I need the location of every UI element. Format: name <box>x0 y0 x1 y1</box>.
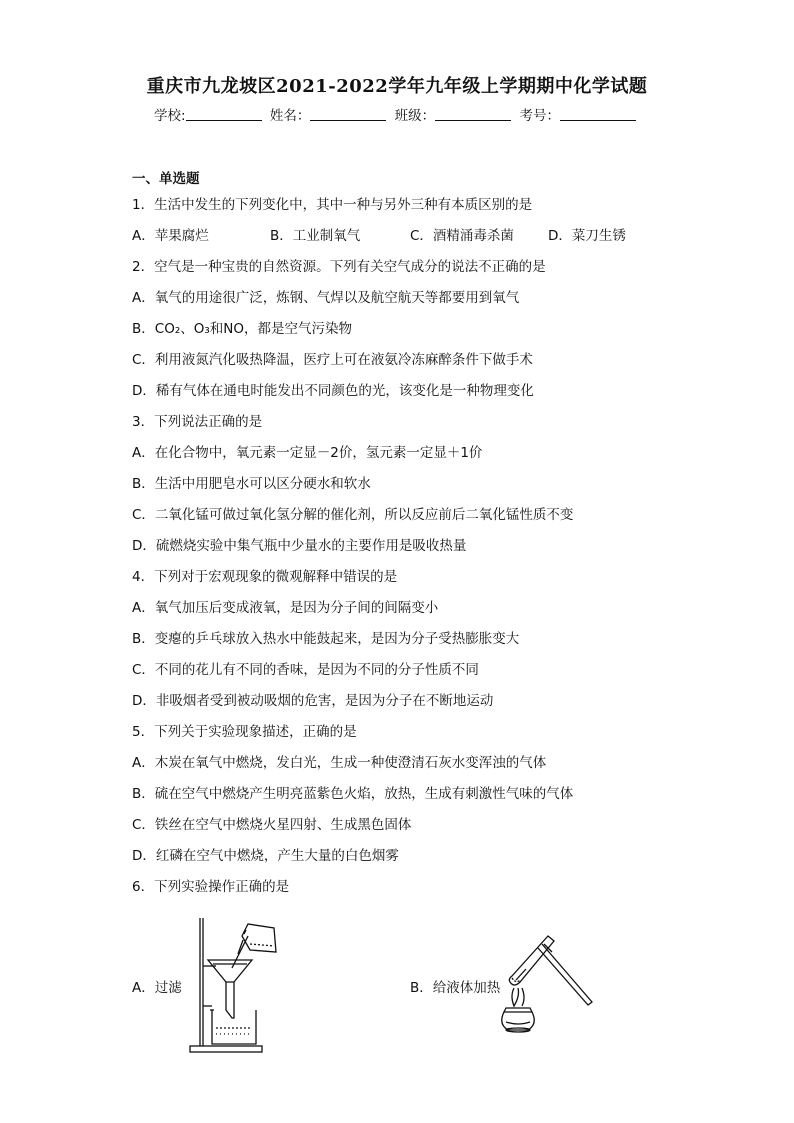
name-label: 姓名： <box>269 108 311 124</box>
question-1-option-d[interactable]: D．菜刀生锈 <box>548 228 626 244</box>
question-2-option-a[interactable]: A．氧气的用途很广泛，炼钢、气焊以及航空航天等都要用到氧气 <box>132 290 520 306</box>
question-5-option-a[interactable]: A．木炭在氧气中燃烧，发白光，生成一种使澄清石灰水变浑浊的气体 <box>132 755 547 771</box>
question-4-option-b[interactable]: B．变瘪的乒乓球放入热水中能鼓起来，是因为分子受热膨胀变大 <box>132 631 520 647</box>
question-2-option-d[interactable]: D．稀有气体在通电时能发出不同颜色的光，该变化是一种物理变化 <box>132 383 534 399</box>
class-label: 班级： <box>394 108 436 124</box>
question-6-option-a[interactable]: A．过滤 <box>132 980 182 996</box>
question-1-option-a[interactable]: A．苹果腐烂 <box>132 228 209 244</box>
question-1-option-c[interactable]: C．酒精涌毒杀菌 <box>410 228 514 244</box>
question-1-stem: 1．生活中发生的下列变化中，其中一种与另外三种有本质区别的是 <box>132 197 533 213</box>
question-6-stem: 6．下列实验操作正确的是 <box>132 879 290 895</box>
class-blank[interactable] <box>435 108 511 121</box>
question-3-option-b[interactable]: B．生活中用肥皂水可以区分硬水和软水 <box>132 476 371 492</box>
question-4-option-a[interactable]: A．氧气加压后变成液氧，是因为分子间的间隔变小 <box>132 600 439 616</box>
number-blank[interactable] <box>560 108 636 121</box>
question-6-option-b[interactable]: B．给液体加热 <box>410 980 501 996</box>
question-5-option-d[interactable]: D．红磷在空气中燃烧，产生大量的白色烟雾 <box>132 848 399 864</box>
student-info-line <box>0 104 794 124</box>
question-2-option-b[interactable]: B．CO₂、O₃和NO，都是空气污染物 <box>132 321 352 337</box>
question-2-option-c[interactable]: C．利用液氮汽化吸热降温，医疗上可在液氨冷冻麻醉条件下做手术 <box>132 352 533 368</box>
page-title: 重庆市九龙坡区2021-2022学年九年级上学期期中化学试题 <box>146 76 648 97</box>
question-3-option-c[interactable]: C．二氧化锰可做过氧化氢分解的催化剂，所以反应前后二氧化锰性质不变 <box>132 507 574 523</box>
question-3-option-a[interactable]: A．在化合物中，氧元素一定显－2价，氢元素一定显＋1价 <box>132 445 483 461</box>
question-4-option-c[interactable]: C．不同的花儿有不同的香味，是因为不同的分子性质不同 <box>132 662 479 678</box>
question-5-stem: 5．下列关于实验现象描述，正确的是 <box>132 724 357 740</box>
question-2-stem: 2．空气是一种宝贵的自然资源。下列有关空气成分的说法不正确的是 <box>132 259 546 275</box>
question-1-options <box>132 224 692 242</box>
school-blank[interactable] <box>186 108 262 121</box>
test-tube-heating-icon <box>496 930 606 1040</box>
name-blank[interactable] <box>310 108 386 121</box>
filtration-apparatus-icon <box>186 910 286 1060</box>
number-label: 考号： <box>519 108 560 124</box>
question-4-option-d[interactable]: D．非吸烟者受到被动吸烟的危害，是因为分子在不断地运动 <box>132 693 494 709</box>
question-4-stem: 4．下列对于宏观现象的微观解释中错误的是 <box>132 569 398 585</box>
question-3-stem: 3．下列说法正确的是 <box>132 414 263 430</box>
school-label: 学校: <box>154 108 186 124</box>
question-3-option-d[interactable]: D．硫燃烧实验中集气瓶中少量水的主要作用是吸收热量 <box>132 538 467 554</box>
section-heading: 一、单选题 <box>132 171 200 187</box>
question-5-option-b[interactable]: B．硫在空气中燃烧产生明亮蓝紫色火焰，放热，生成有刺激性气味的气体 <box>132 786 574 802</box>
question-5-option-c[interactable]: C．铁丝在空气中燃烧火星四射、生成黑色固体 <box>132 817 412 833</box>
question-1-option-b[interactable]: B．工业制氧气 <box>270 228 361 244</box>
